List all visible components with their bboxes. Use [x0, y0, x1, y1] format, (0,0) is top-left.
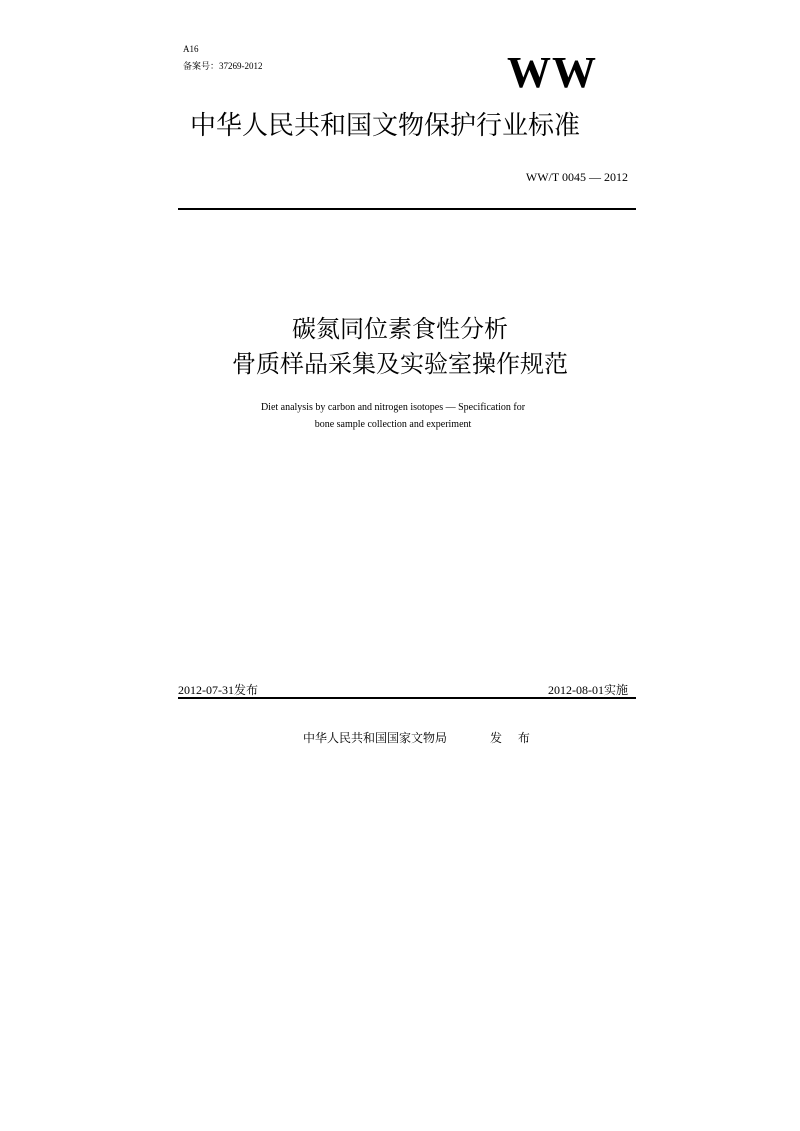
title-chinese-line-2: 骨质样品采集及实验室操作规范	[232, 350, 568, 378]
standard-type-heading: 中华人民共和国文物保护行业标准	[190, 111, 581, 141]
title-chinese-line-1: 碳氮同位素食性分析	[292, 315, 508, 343]
ww-logo: WW	[507, 48, 597, 97]
top-divider	[178, 208, 636, 210]
implementation-date: 2012-08-01实施	[548, 683, 628, 697]
classification-code: A16	[183, 44, 199, 54]
issue-date: 2012-07-31发布	[178, 683, 258, 697]
standard-code: WW/T 0045 — 2012	[525, 170, 628, 184]
bottom-divider	[178, 697, 636, 699]
title-english-line-1: Diet analysis by carbon and nitrogen isotopes — Specification for	[260, 402, 526, 413]
record-number: 备案号：37269-2012	[183, 61, 263, 71]
issuing-authority: 中华人民共和国国家文物局	[303, 731, 448, 745]
issue-action: 发 布	[490, 731, 536, 745]
title-english-line-2: bone sample collection and experiment	[314, 419, 472, 430]
